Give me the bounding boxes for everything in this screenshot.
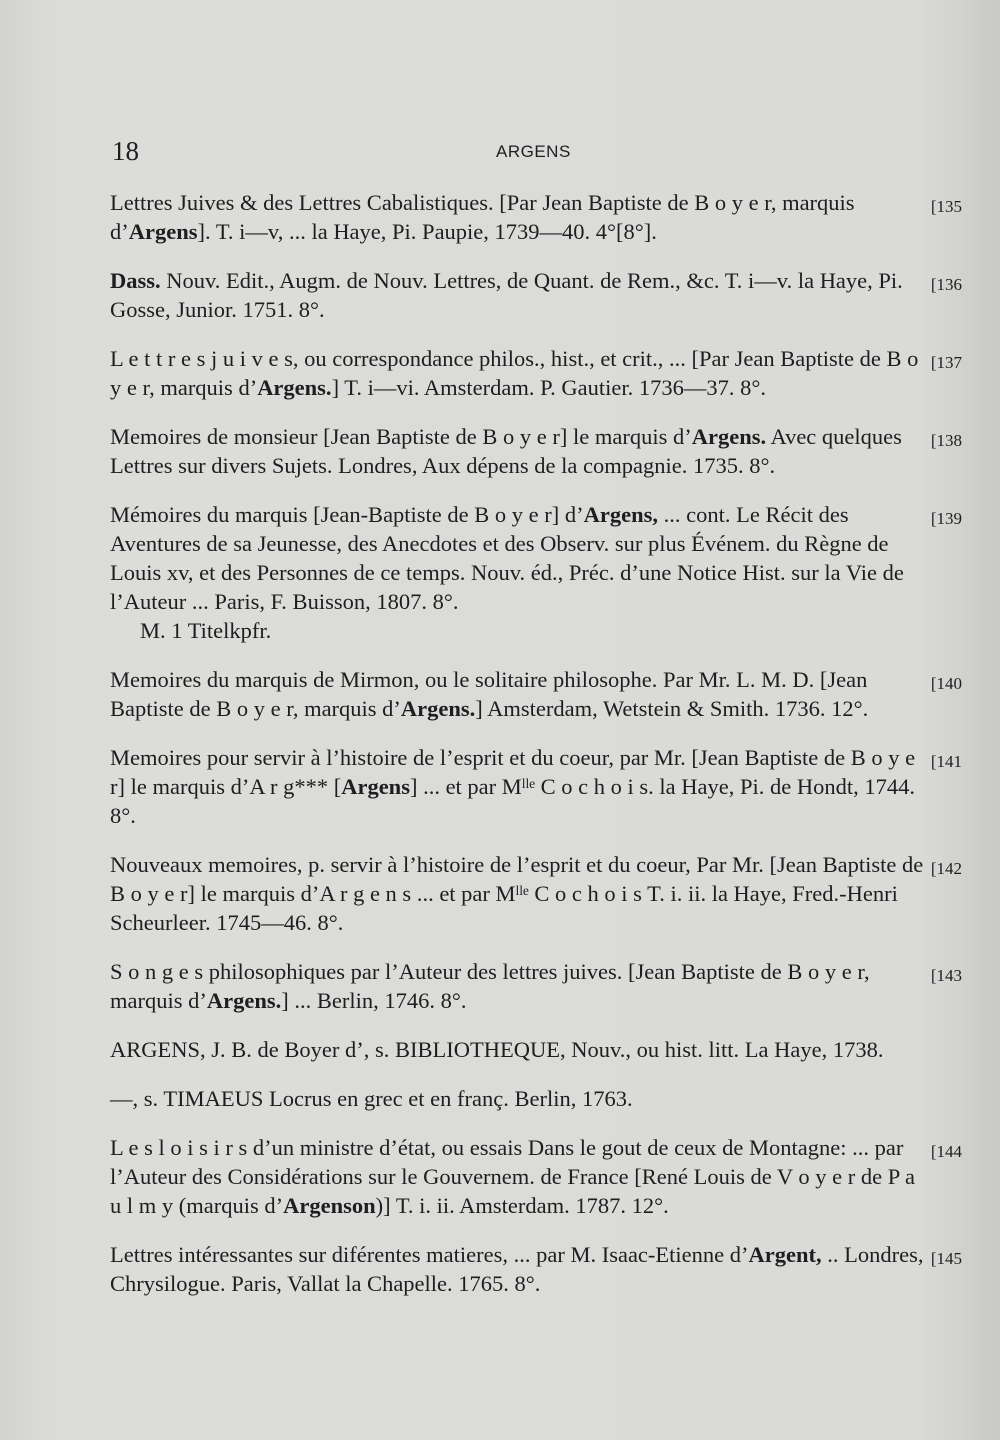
entry-text xyxy=(110,502,904,614)
entry-text-post: ... cont. Le Récit des Aventures de sa Jeunesse, des Anecdotes et des Observ. sur plus Événem. du Règne de Louis xv, et des Personnes de ce temps. Nouv. éd., Préc. d’une Notice Hist. sur la Vie de l’Auteur ... Paris, F. Buisson, 1807. 8°. xyxy=(110,502,904,614)
entry-reference-number: [142 xyxy=(930,859,962,878)
bibliography-entry xyxy=(110,957,962,1015)
entry-text xyxy=(110,1242,923,1296)
entry-text-pre: S o n g e s philosophiques par l’Auteur des lettres juives. [Jean Baptiste de B o y e r, marquis d’ xyxy=(110,959,870,1013)
entry-reference-number: [135 xyxy=(930,197,962,216)
entry-author-keyword: Argens. xyxy=(257,375,332,400)
entry-text-post: Nouv. Edit., Augm. de Nouv. Lettres, de Quant. de Rem., &c. T. i—v. la Haye, Pi. Gosse, Junior. 1751. 8°. xyxy=(110,268,903,322)
bibliography-entry xyxy=(110,422,962,480)
entry-reference-number: [139 xyxy=(930,509,962,528)
bibliography-entry xyxy=(110,1035,962,1064)
entry-author-keyword: Argens xyxy=(341,774,410,799)
entry-author-keyword: Argens. xyxy=(206,988,282,1013)
entry-text-post: Avec quelques Lettres sur divers Sujets. Londres, Aux dépens de la compagnie. 1735. 8°. xyxy=(110,424,902,478)
entry-text xyxy=(110,1086,633,1111)
entry-reference-number: [138 xyxy=(930,431,962,450)
entry-text xyxy=(110,190,855,244)
entry-reference-number: [145 xyxy=(930,1249,962,1268)
entry-text-pre: Mémoires du marquis [Jean-Baptiste de B o y e r] d’ xyxy=(110,502,584,527)
bibliography-entry xyxy=(110,1240,962,1298)
bibliography-entry xyxy=(110,665,962,723)
entry-author-keyword: Argens, xyxy=(583,502,659,527)
bibliography-entry xyxy=(110,1133,962,1220)
entry-text-pre: L e s l o i s i r s d’un ministre d’état, ou essais Dans le gout de ceux de Montagne: ... par l’Auteur des Considérations sur le Gouvernem. de France [René Louis de V o y e r de P a u l m y (marquis d’ xyxy=(110,1135,916,1218)
entry-text-pre: Memoires du marquis de Mirmon, ou le solitaire philosophe. Par Mr. L. M. D. [Jean Baptiste de B o y e r, marquis d’ xyxy=(110,667,868,721)
entry-text-post: ] ... et par Mˡˡᵉ C o c h o i s. la Haye, Pi. de Hondt, 1744. 8°. xyxy=(110,774,915,828)
entry-author-keyword: Argens. xyxy=(691,424,767,449)
entry-text-pre: ARGENS, J. B. de Boyer d’, s. BIBLIOTHEQUE, Nouv., ou hist. litt. La Haye, 1738. xyxy=(110,1037,884,1062)
entry-text xyxy=(110,346,918,400)
entry-text-pre: Lettres Juives & des Lettres Cabalistiques. [Par Jean Baptiste de B o y e r, marquis d’ xyxy=(110,190,855,244)
bibliography-entry xyxy=(110,188,962,246)
entry-text xyxy=(110,745,915,828)
entry-reference-number: [143 xyxy=(930,966,962,985)
entry-author-keyword: Dass. xyxy=(110,268,161,293)
bibliography-entry xyxy=(110,1084,962,1113)
page-number: 18 xyxy=(112,136,139,166)
entry-text xyxy=(110,852,923,935)
entry-author-keyword: Argens. xyxy=(400,696,476,721)
entry-text-pre: Memoires pour servir à l’histoire de l’esprit et du coeur, par Mr. [Jean Baptiste de B o y e r] le marquis d’A r g*** [ xyxy=(110,745,916,799)
bibliography-entry xyxy=(110,500,962,645)
entry-text-pre: Nouveaux memoires, p. servir à l’histoire de l’esprit et du coeur, Par Mr. [Jean Baptiste de B o y e r] le marquis d’A r g e n s ... et par Mˡˡᵉ C o c h o i s T. i. ii. la Haye, Fred.-Henri Scheurleer. 1745—46. 8°. xyxy=(110,852,924,935)
running-head: ARGENS xyxy=(496,142,571,161)
entry-text-pre: Lettres intéressantes sur diférentes matieres, ... par M. Isaac-Etienne d’ xyxy=(110,1242,749,1267)
bibliography-entry xyxy=(110,344,962,402)
entry-text xyxy=(110,1135,915,1218)
entry-author-keyword: Argens xyxy=(128,219,198,244)
entry-text-pre: —, s. TIMAEUS Locrus en grec et en franç. Berlin, 1763. xyxy=(110,1086,633,1111)
bibliography-entry xyxy=(110,850,962,937)
entry-reference-number: [140 xyxy=(930,674,962,693)
entry-reference-number: [141 xyxy=(930,752,962,771)
bibliography-list xyxy=(110,188,962,1318)
entry-text-post: )] T. i. ii. Amsterdam. 1787. 12°. xyxy=(375,1193,669,1218)
entry-text-post: ] Amsterdam, Wetstein & Smith. 1736. 12°. xyxy=(475,696,869,721)
entry-text-post: ]. T. i—v, ... la Haye, Pi. Paupie, 1739—40. 4°[8°]. xyxy=(197,219,657,244)
entry-text-pre: L e t t r e s j u i v e s, ou correspondance philos., hist., et crit., ... [Par Jean Baptiste de B o y e r, marquis d’ xyxy=(110,346,919,400)
bibliography-entry xyxy=(110,266,962,324)
entry-text xyxy=(110,268,903,322)
entry-note: M. 1 Titelkpfr. xyxy=(140,618,272,643)
entry-text-pre: Memoires de monsieur [Jean Baptiste de B o y e r] le marquis d’ xyxy=(110,424,692,449)
entry-reference-number: [136 xyxy=(930,275,962,294)
page-header xyxy=(108,136,960,172)
entry-text-post: ] ... Berlin, 1746. 8°. xyxy=(281,988,467,1013)
entry-text xyxy=(110,959,870,1013)
entry-reference-number: [137 xyxy=(930,353,962,372)
entry-author-keyword: Argenson xyxy=(283,1193,376,1218)
entry-text-post: .. Londres, Chrysilogue. Paris, Vallat la Chapelle. 1765. 8°. xyxy=(110,1242,924,1296)
entry-text xyxy=(110,667,868,721)
entry-author-keyword: Argent, xyxy=(748,1242,822,1267)
entry-text-post: ] T. i—vi. Amsterdam. P. Gautier. 1736—37. 8°. xyxy=(331,375,766,400)
entry-text xyxy=(110,1037,883,1062)
bibliography-entry xyxy=(110,743,962,830)
entry-text xyxy=(110,424,902,478)
entry-reference-number: [144 xyxy=(930,1142,962,1161)
